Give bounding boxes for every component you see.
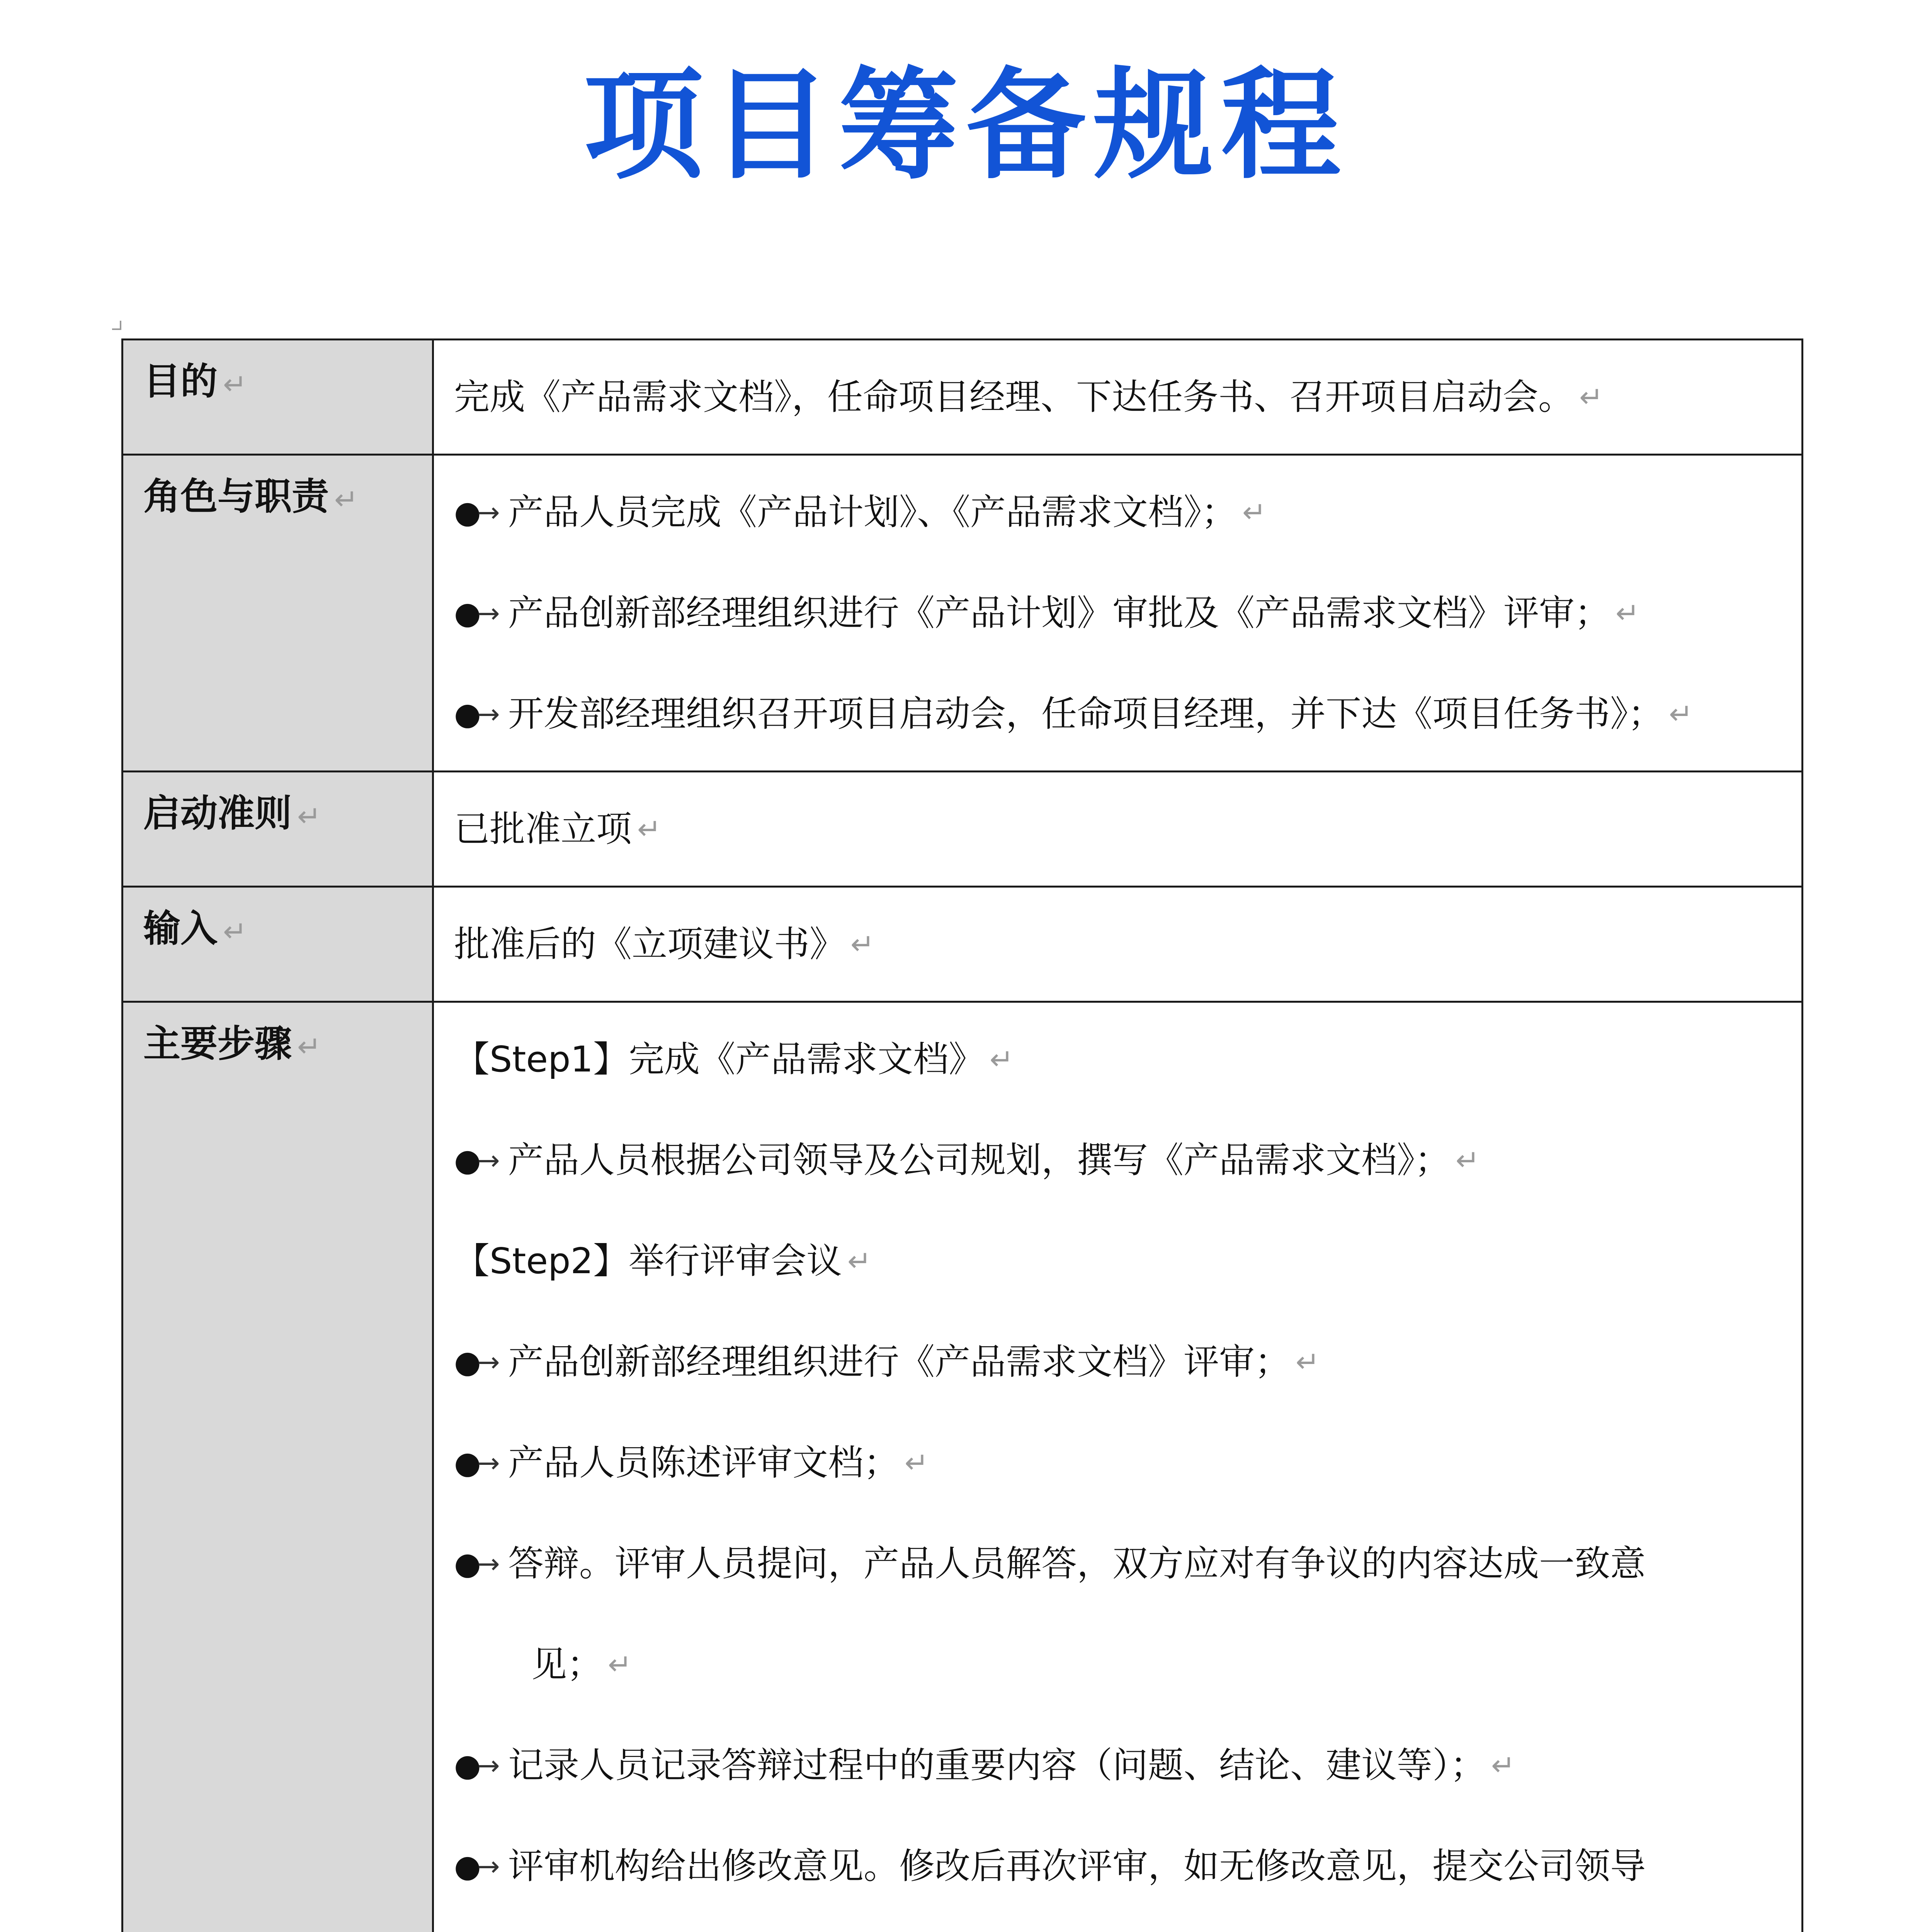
step-heading (454, 1009, 1786, 1110)
step-heading-text: 【Step2】举行评审会议 (454, 1240, 842, 1282)
paragraph-mark-icon: ↵ (847, 1244, 872, 1278)
bullet-icon: ● (454, 595, 481, 631)
content-cell (433, 455, 1803, 772)
paragraph-text: 已批准立项 (454, 808, 632, 850)
row-label: 目的 (143, 360, 218, 403)
bullet-item (454, 1311, 1786, 1412)
row-input (122, 887, 1803, 1002)
bullet-text: 产品创新部经理组织进行《产品需求文档》评审； (508, 1341, 1291, 1383)
tab-arrow-icon: → (477, 1850, 500, 1882)
bullet-text: 产品人员陈述评审文档； (508, 1442, 900, 1483)
bullet-item (454, 1513, 1786, 1614)
tab-arrow-icon: → (477, 1749, 500, 1781)
paragraph (454, 347, 1786, 447)
paragraph-text: 批准后的《立项建议书》 (454, 923, 845, 965)
paragraph-mark-icon: ↵ (297, 1030, 321, 1063)
bullet-icon: ● (454, 1344, 481, 1380)
paragraph-mark-icon: ↵ (1616, 596, 1640, 630)
bullet-item (454, 462, 1786, 563)
step-heading (454, 1211, 1786, 1311)
bullet-item (454, 1816, 1786, 1917)
label-cell (122, 340, 433, 455)
page-title: 项目筹备规程 (583, 56, 1349, 196)
content-cell (433, 340, 1803, 455)
paragraph-mark-icon: ↵ (334, 483, 359, 516)
bullet-icon: ● (454, 1142, 481, 1178)
tab-arrow-icon: → (477, 698, 500, 730)
tab-arrow-icon: → (477, 1447, 500, 1479)
row-label: 主要步骤 (143, 1022, 292, 1065)
bullet-text: 产品创新部经理组织进行《产品计划》审批及《产品需求文档》评审； (508, 592, 1611, 634)
paragraph-mark-icon: ↵ (608, 1648, 632, 1681)
paragraph (454, 894, 1786, 995)
paragraph-mark-icon: ↵ (990, 1043, 1014, 1076)
tab-arrow-icon: → (477, 1548, 500, 1580)
content-cell (433, 1002, 1803, 1932)
bullet-text: 评审机构给出修改意见。修改后再次评审，如无修改意见，提交公司领导 (508, 1845, 1646, 1887)
label-cell (122, 1002, 433, 1932)
anchor-mark (112, 321, 121, 330)
bullet-text: 记录人员记录答辩过程中的重要内容（问题、结论、建议等）； (508, 1744, 1486, 1786)
label-cell (122, 772, 433, 887)
bullet-item (454, 563, 1786, 663)
bullet-icon: ● (454, 494, 481, 530)
row-start-criteria (122, 772, 1803, 887)
procedure-table (121, 338, 1803, 1932)
row-main-steps (122, 1002, 1803, 1932)
bullet-text: 开发部经理组织召开项目启动会，任命项目经理，并下达《项目任务书》； (508, 693, 1664, 735)
tab-arrow-icon: → (477, 597, 500, 629)
row-label: 启动准则 (143, 792, 292, 835)
tab-arrow-icon: → (477, 1346, 500, 1378)
paragraph-mark-icon: ↵ (1296, 1345, 1320, 1379)
content-cell (433, 772, 1803, 887)
bullet-icon: ● (454, 696, 481, 732)
bullet-item (454, 1110, 1786, 1211)
content-cell (433, 887, 1803, 1002)
step-heading-text: 【Step1】完成《产品需求文档》 (454, 1038, 985, 1080)
bullet-text: 见； (531, 1643, 603, 1685)
label-cell (122, 455, 433, 772)
bullet-item (454, 1715, 1786, 1816)
bullet-icon: ● (454, 1444, 481, 1481)
row-purpose (122, 340, 1803, 455)
bullet-text: 产品人员根据公司领导及公司规划，撰写《产品需求文档》； (508, 1139, 1451, 1181)
bullet-icon: ● (454, 1848, 481, 1884)
paragraph-mark-icon: ↵ (223, 915, 247, 948)
bullet-text: 答辩。评审人员提问，产品人员解答，双方应对有争议的内容达成一致意 (508, 1543, 1646, 1584)
bullet-continuation (454, 1614, 1786, 1715)
bullet-icon: ● (454, 1545, 481, 1582)
label-cell (122, 887, 433, 1002)
paragraph-mark-icon: ↵ (1491, 1748, 1515, 1782)
paragraph-mark-icon: ↵ (1669, 697, 1693, 731)
paragraph-mark-icon: ↵ (1242, 495, 1267, 529)
paragraph-mark-icon: ↵ (850, 927, 875, 961)
paragraph-mark-icon: ↵ (905, 1446, 929, 1480)
row-label: 输入 (143, 907, 218, 950)
tab-arrow-icon: → (477, 1144, 500, 1176)
paragraph-mark-icon: ↵ (1456, 1143, 1480, 1177)
paragraph-mark-icon: ↵ (637, 812, 662, 846)
bullet-text: 产品人员完成《产品计划》、《产品需求文档》； (508, 491, 1237, 533)
bullet-item (454, 663, 1786, 764)
paragraph-mark-icon: ↵ (1579, 380, 1604, 414)
paragraph-mark-icon: ↵ (297, 800, 321, 833)
row-label: 角色与职责 (143, 475, 329, 518)
paragraph-mark-icon: ↵ (223, 368, 247, 401)
paragraph (454, 779, 1786, 879)
tab-arrow-icon: → (477, 496, 500, 528)
paragraph-text: 完成《产品需求文档》，任命项目经理、下达任务书、召开项目启动会。 (454, 376, 1574, 418)
bullet-item (454, 1412, 1786, 1513)
bullet-icon: ● (454, 1747, 481, 1783)
row-roles (122, 455, 1803, 772)
bullet-continuation (454, 1917, 1786, 1932)
